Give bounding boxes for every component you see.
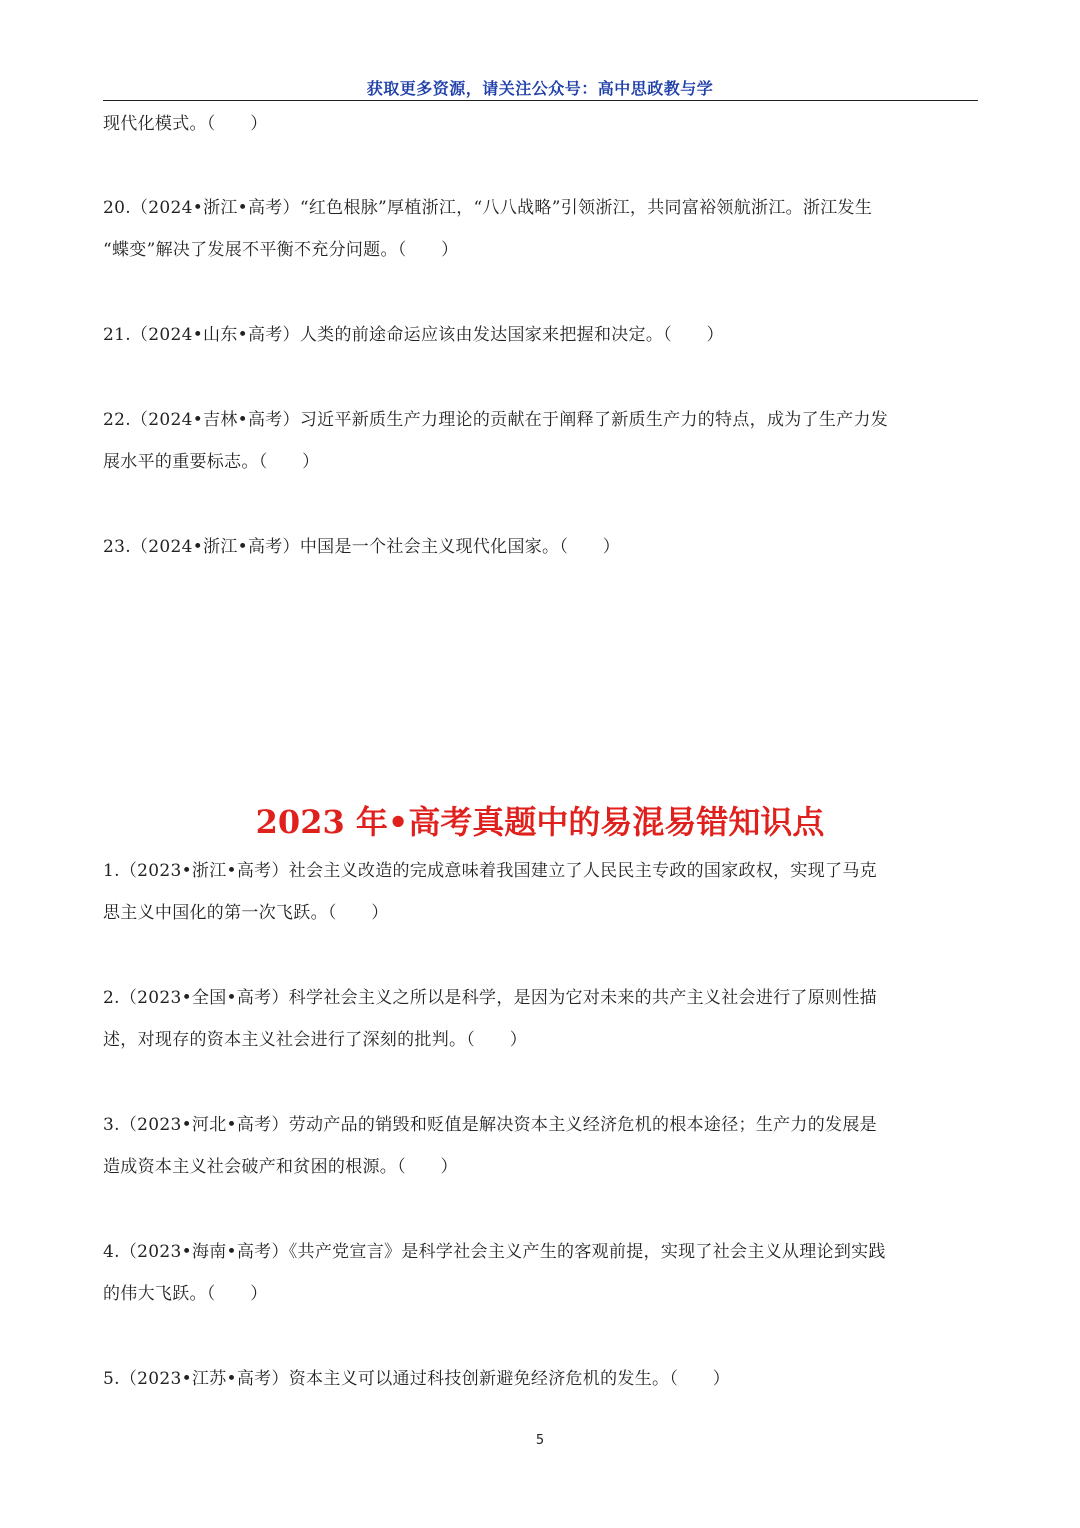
page-number: 5 — [535, 1433, 545, 1448]
header-divider — [103, 100, 978, 101]
question-line: 23.（2024•浙江•高考）中国是一个社会主义现代化国家。（ ） — [103, 537, 621, 557]
question-line: 22.（2024•吉林•高考）习近平新质生产力理论的贡献在于阐释了新质生产力的特点，成为了生产力发 — [103, 410, 889, 430]
question-line: 现代化模式。（ ） — [103, 114, 268, 134]
question-line: 5.（2023•江苏•高考）资本主义可以通过科技创新避免经济危机的发生。（ ） — [103, 1369, 731, 1389]
section-title: 2023 年•高考真题中的易混易错知识点 — [255, 803, 825, 841]
question-line: 20.（2024•浙江•高考）“红色根脉”厚植浙江，“八八战略”引领浙江，共同富裕领航浙江。浙江发生 — [103, 198, 873, 218]
question-line: 造成资本主义社会破产和贫困的根源。（ ） — [103, 1157, 458, 1177]
question-line: 1.（2023•浙江•高考）社会主义改造的完成意味着我国建立了人民民主专政的国家政权，实现了马克 — [103, 861, 877, 881]
question-line: 述，对现存的资本主义社会进行了深刻的批判。（ ） — [103, 1030, 527, 1050]
question-line: 21.（2024•山东•高考）人类的前途命运应该由发达国家来把握和决定。（ ） — [103, 325, 724, 345]
question-line: 的伟大飞跃。（ ） — [103, 1284, 268, 1304]
question-line: 3.（2023•河北•高考）劳动产品的销毁和贬值是解决资本主义经济危机的根本途径；生产力的发展是 — [103, 1115, 877, 1135]
header-text: 获取更多资源，请关注公众号：高中思政教与学 — [366, 79, 714, 98]
question-line: 思主义中国化的第一次飞跃。（ ） — [103, 903, 389, 923]
question-line: 4.（2023•海南•高考）《共产党宣言》是科学社会主义产生的客观前提，实现了社会主义从理论到实践 — [103, 1242, 886, 1262]
question-line: “蝶变”解决了发展不平衡不充分问题。（ ） — [103, 240, 459, 260]
question-line: 展水平的重要标志。（ ） — [103, 452, 320, 472]
question-line: 2.（2023•全国•高考）科学社会主义之所以是科学，是因为它对未来的共产主义社会进行了原则性描 — [103, 988, 877, 1008]
